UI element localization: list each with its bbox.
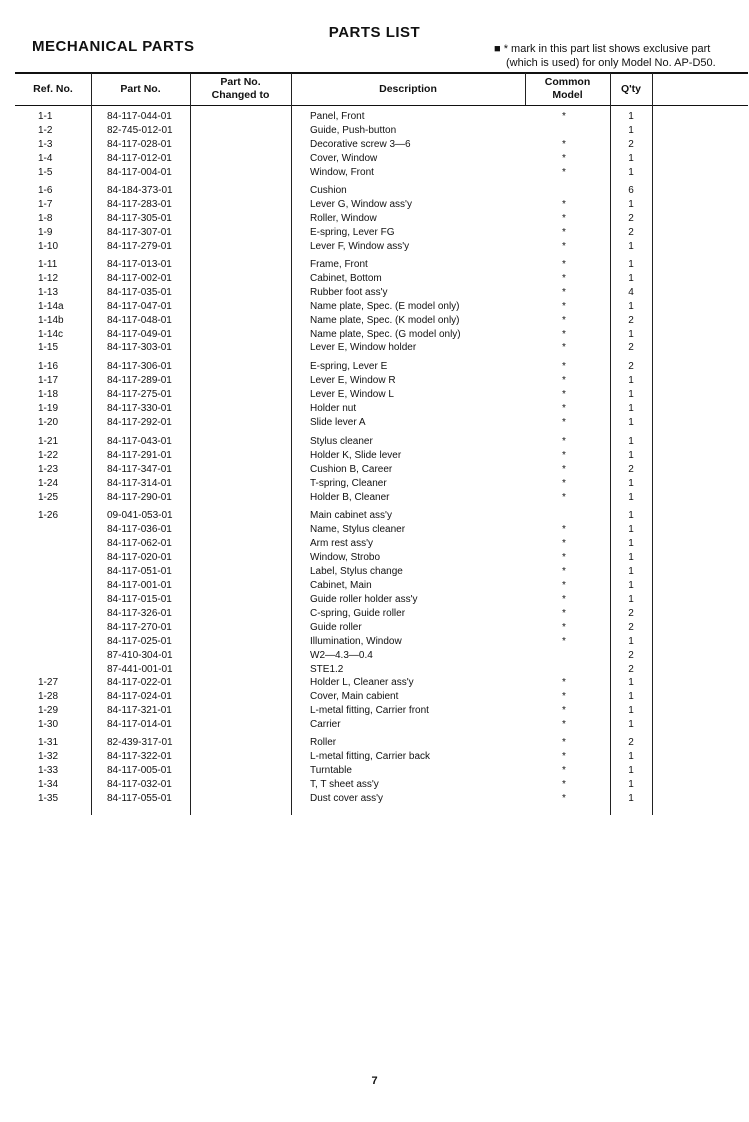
qty-cell: 6 bbox=[628, 185, 634, 196]
table-row bbox=[0, 764, 749, 777]
ref-cell: 1-18 bbox=[38, 389, 59, 400]
part-no-cell: 84-117-015-01 bbox=[107, 594, 172, 605]
common-model-cell: * bbox=[562, 751, 566, 762]
table-row bbox=[0, 184, 749, 197]
part-no-cell: 84-117-291-01 bbox=[107, 450, 172, 461]
description-cell: Cover, Main cabient bbox=[310, 691, 399, 702]
part-no-cell: 84-117-321-01 bbox=[107, 705, 172, 716]
table-row bbox=[0, 360, 749, 373]
qty-cell: 1 bbox=[628, 259, 634, 270]
description-cell: Name plate, Spec. (G model only) bbox=[310, 329, 461, 340]
ref-cell: 1-9 bbox=[38, 227, 53, 238]
description-cell: Stylus cleaner bbox=[310, 436, 373, 447]
common-model-cell: * bbox=[562, 227, 566, 238]
part-no-cell: 84-117-275-01 bbox=[107, 389, 172, 400]
description-cell: Window, Front bbox=[310, 167, 374, 178]
description-cell: Window, Strobo bbox=[310, 552, 381, 563]
common-model-cell: * bbox=[562, 450, 566, 461]
description-cell: E-spring, Lever FG bbox=[310, 227, 395, 238]
ref-cell: 1-19 bbox=[38, 403, 59, 414]
table-row bbox=[0, 198, 749, 211]
qty-cell: 1 bbox=[628, 793, 634, 804]
description-cell: W2—4.3—0.4 bbox=[310, 650, 373, 661]
ref-cell: 1-12 bbox=[38, 273, 59, 284]
common-model-cell: * bbox=[562, 492, 566, 503]
table-row bbox=[0, 537, 749, 550]
part-no-cell: 84-117-024-01 bbox=[107, 691, 172, 702]
part-no-cell: 84-117-043-01 bbox=[107, 436, 172, 447]
ref-cell: 1-4 bbox=[38, 153, 53, 164]
description-cell: Dust cover ass'y bbox=[310, 793, 384, 804]
common-model-cell: * bbox=[562, 538, 566, 549]
part-no-cell: 84-117-044-01 bbox=[107, 111, 172, 122]
table-row bbox=[0, 621, 749, 634]
exclusive-part-note bbox=[494, 42, 716, 70]
qty-cell: 1 bbox=[628, 111, 634, 122]
qty-cell: 1 bbox=[628, 751, 634, 762]
common-model-cell: * bbox=[562, 580, 566, 591]
common-model-cell: * bbox=[562, 524, 566, 535]
part-no-cell: 84-117-279-01 bbox=[107, 241, 172, 252]
section-title: MECHANICAL PARTS bbox=[32, 38, 195, 55]
table-row bbox=[0, 240, 749, 253]
part-no-cell: 84-184-373-01 bbox=[107, 185, 173, 196]
common-model-cell: * bbox=[562, 566, 566, 577]
description-cell: Cushion bbox=[310, 185, 347, 196]
qty-cell: 2 bbox=[628, 315, 634, 326]
table-row bbox=[0, 435, 749, 448]
table-row bbox=[0, 300, 749, 313]
qty-cell: 1 bbox=[628, 450, 634, 461]
description-cell: Illumination, Window bbox=[310, 636, 402, 647]
qty-cell: 1 bbox=[628, 719, 634, 730]
common-model-cell: * bbox=[562, 719, 566, 730]
part-no-cell: 84-117-028-01 bbox=[107, 139, 172, 150]
common-model-cell: * bbox=[562, 213, 566, 224]
description-cell: Cabinet, Bottom bbox=[310, 273, 382, 284]
table-row bbox=[0, 272, 749, 285]
qty-cell: 2 bbox=[628, 213, 634, 224]
table-row bbox=[0, 226, 749, 239]
qty-cell: 1 bbox=[628, 594, 634, 605]
table-row bbox=[0, 593, 749, 606]
table-row bbox=[0, 477, 749, 490]
qty-cell: 1 bbox=[628, 153, 634, 164]
description-cell: Cushion B, Career bbox=[310, 464, 393, 475]
part-no-cell: 84-117-303-01 bbox=[107, 342, 172, 353]
common-model-cell: * bbox=[562, 779, 566, 790]
table-row bbox=[0, 166, 749, 179]
part-no-cell: 84-117-314-01 bbox=[107, 478, 172, 489]
common-model-cell: * bbox=[562, 417, 566, 428]
description-cell: Main cabinet ass'y bbox=[310, 510, 392, 521]
table-row bbox=[0, 690, 749, 703]
description-cell: STE1.2 bbox=[310, 664, 344, 675]
ref-cell: 1-22 bbox=[38, 450, 59, 461]
note-bullet: ■ bbox=[494, 43, 501, 55]
ref-cell: 1-33 bbox=[38, 765, 59, 776]
common-model-cell: * bbox=[562, 241, 566, 252]
ref-cell: 1-35 bbox=[38, 793, 59, 804]
part-no-cell: 84-117-347-01 bbox=[107, 464, 172, 475]
part-no-cell: 84-117-306-01 bbox=[107, 361, 172, 372]
part-no-cell: 84-117-290-01 bbox=[107, 492, 172, 503]
ref-cell: 1-28 bbox=[38, 691, 59, 702]
common-model-cell: * bbox=[562, 608, 566, 619]
qty-cell: 1 bbox=[628, 417, 634, 428]
part-no-cell: 84-117-047-01 bbox=[107, 301, 172, 312]
part-no-cell: 84-117-322-01 bbox=[107, 751, 172, 762]
header-part-no-changed: Part No. Changed to bbox=[211, 76, 270, 101]
description-cell: Slide lever A bbox=[310, 417, 366, 428]
part-no-cell: 87-410-304-01 bbox=[107, 650, 173, 661]
table-row bbox=[0, 750, 749, 763]
common-model-cell: * bbox=[562, 259, 566, 270]
description-cell: Decorative screw 3—6 bbox=[310, 139, 411, 150]
ref-cell: 1-1 bbox=[38, 111, 53, 122]
common-model-cell: * bbox=[562, 139, 566, 150]
common-model-cell: * bbox=[562, 199, 566, 210]
table-row bbox=[0, 704, 749, 717]
common-model-cell: * bbox=[562, 153, 566, 164]
ref-cell: 1-14b bbox=[38, 315, 64, 326]
header-common-model: Common Model bbox=[544, 76, 591, 101]
part-no-cell: 84-117-283-01 bbox=[107, 199, 172, 210]
qty-cell: 1 bbox=[628, 492, 634, 503]
common-model-cell: * bbox=[562, 329, 566, 340]
table-row bbox=[0, 388, 749, 401]
part-no-cell: 82-439-317-01 bbox=[107, 737, 173, 748]
table-row bbox=[0, 565, 749, 578]
common-model-cell: * bbox=[562, 301, 566, 312]
part-no-cell: 84-117-326-01 bbox=[107, 608, 172, 619]
qty-cell: 2 bbox=[628, 737, 634, 748]
part-no-cell: 84-117-012-01 bbox=[107, 153, 172, 164]
qty-cell: 1 bbox=[628, 403, 634, 414]
description-cell: Name, Stylus cleaner bbox=[310, 524, 406, 535]
description-cell: T, T sheet ass'y bbox=[310, 779, 379, 790]
description-cell: E-spring, Lever E bbox=[310, 361, 388, 372]
qty-cell: 2 bbox=[628, 361, 634, 372]
common-model-cell: * bbox=[562, 478, 566, 489]
table-row bbox=[0, 551, 749, 564]
qty-cell: 1 bbox=[628, 636, 634, 647]
ref-cell: 1-11 bbox=[38, 259, 58, 270]
table-row bbox=[0, 328, 749, 341]
part-no-cell: 84-117-004-01 bbox=[107, 167, 172, 178]
qty-cell: 1 bbox=[628, 329, 634, 340]
common-model-cell: * bbox=[562, 342, 566, 353]
qty-cell: 1 bbox=[628, 779, 634, 790]
header-description: Description bbox=[379, 82, 437, 95]
common-model-cell: * bbox=[562, 765, 566, 776]
part-no-cell: 84-117-005-01 bbox=[107, 765, 172, 776]
qty-cell: 1 bbox=[628, 552, 634, 563]
qty-cell: 1 bbox=[628, 765, 634, 776]
ref-cell: 1-34 bbox=[38, 779, 59, 790]
common-model-cell: * bbox=[562, 636, 566, 647]
table-row bbox=[0, 124, 749, 137]
qty-cell: 1 bbox=[628, 510, 634, 521]
common-model-cell: * bbox=[562, 464, 566, 475]
qty-cell: 4 bbox=[628, 287, 634, 298]
part-no-cell: 84-117-292-01 bbox=[107, 417, 172, 428]
description-cell: Holder B, Cleaner bbox=[310, 492, 390, 503]
table-row bbox=[0, 152, 749, 165]
description-cell: Holder nut bbox=[310, 403, 357, 414]
description-cell: Lever E, Window R bbox=[310, 375, 396, 386]
table-row bbox=[0, 792, 749, 805]
qty-cell: 1 bbox=[628, 538, 634, 549]
ref-cell: 1-27 bbox=[38, 677, 59, 688]
description-cell: L-metal fitting, Carrier front bbox=[310, 705, 429, 716]
description-cell: Roller, Window bbox=[310, 213, 377, 224]
description-cell: Roller bbox=[310, 737, 337, 748]
ref-cell: 1-8 bbox=[38, 213, 53, 224]
part-no-cell: 84-117-289-01 bbox=[107, 375, 172, 386]
common-model-cell: * bbox=[562, 705, 566, 716]
common-model-cell: * bbox=[562, 273, 566, 284]
header-part-no: Part No. bbox=[120, 82, 161, 95]
common-model-cell: * bbox=[562, 315, 566, 326]
description-cell: Lever G, Window ass'y bbox=[310, 199, 412, 210]
part-no-cell: 84-117-022-01 bbox=[107, 677, 172, 688]
description-cell: Carrier bbox=[310, 719, 341, 730]
part-no-cell: 84-117-062-01 bbox=[107, 538, 172, 549]
qty-cell: 1 bbox=[628, 566, 634, 577]
table-row bbox=[0, 718, 749, 731]
table-row bbox=[0, 676, 749, 689]
ref-cell: 1-23 bbox=[38, 464, 59, 475]
qty-cell: 1 bbox=[628, 375, 634, 386]
table-row bbox=[0, 212, 749, 225]
ref-cell: 1-2 bbox=[38, 125, 53, 136]
ref-cell: 1-7 bbox=[38, 199, 53, 210]
description-cell: Name plate, Spec. (E model only) bbox=[310, 301, 460, 312]
table-row bbox=[0, 258, 749, 271]
common-model-cell: * bbox=[562, 737, 566, 748]
ref-cell: 1-32 bbox=[38, 751, 59, 762]
part-no-cell: 84-117-025-01 bbox=[107, 636, 172, 647]
part-no-cell: 84-117-330-01 bbox=[107, 403, 172, 414]
description-cell: Frame, Front bbox=[310, 259, 368, 270]
header-ref-no: Ref. No. bbox=[33, 82, 73, 95]
qty-cell: 2 bbox=[628, 650, 634, 661]
qty-cell: 1 bbox=[628, 691, 634, 702]
table-row bbox=[0, 663, 749, 676]
part-no-cell: 84-117-051-01 bbox=[107, 566, 172, 577]
ref-cell: 1-14a bbox=[38, 301, 64, 312]
qty-cell: 1 bbox=[628, 705, 634, 716]
common-model-cell: * bbox=[562, 594, 566, 605]
description-cell: Cabinet, Main bbox=[310, 580, 372, 591]
description-cell: Guide roller bbox=[310, 622, 362, 633]
ref-cell: 1-3 bbox=[38, 139, 53, 150]
qty-cell: 1 bbox=[628, 167, 634, 178]
table-row bbox=[0, 463, 749, 476]
table-row bbox=[0, 416, 749, 429]
ref-cell: 1-13 bbox=[38, 287, 59, 298]
common-model-cell: * bbox=[562, 436, 566, 447]
table-row bbox=[0, 736, 749, 749]
table-row bbox=[0, 649, 749, 662]
description-cell: Lever E, Window L bbox=[310, 389, 394, 400]
part-no-cell: 84-117-001-01 bbox=[107, 580, 172, 591]
part-no-cell: 84-117-020-01 bbox=[107, 552, 172, 563]
description-cell: L-metal fitting, Carrier back bbox=[310, 751, 431, 762]
ref-cell: 1-15 bbox=[38, 342, 59, 353]
description-cell: Rubber foot ass'y bbox=[310, 287, 388, 298]
note-line-2: (which is used) for only Model No. AP-D50. bbox=[506, 57, 716, 69]
ref-cell: 1-29 bbox=[38, 705, 59, 716]
description-cell: Cover, Window bbox=[310, 153, 378, 164]
part-no-cell: 84-117-014-01 bbox=[107, 719, 172, 730]
part-no-cell: 87-441-001-01 bbox=[107, 664, 173, 675]
table-row bbox=[0, 635, 749, 648]
part-no-cell: 84-117-032-01 bbox=[107, 779, 172, 790]
description-cell: Guide roller holder ass'y bbox=[310, 594, 418, 605]
table-row bbox=[0, 778, 749, 791]
part-no-cell: 84-117-035-01 bbox=[107, 287, 172, 298]
qty-cell: 1 bbox=[628, 389, 634, 400]
description-cell: Label, Stylus change bbox=[310, 566, 403, 577]
qty-cell: 1 bbox=[628, 677, 634, 688]
table-row bbox=[0, 374, 749, 387]
part-no-cell: 82-745-012-01 bbox=[107, 125, 173, 136]
qty-cell: 1 bbox=[628, 199, 634, 210]
part-no-cell: 09-041-053-01 bbox=[107, 510, 173, 521]
table-row bbox=[0, 110, 749, 123]
description-cell: Guide, Push-button bbox=[310, 125, 397, 136]
common-model-cell: * bbox=[562, 389, 566, 400]
qty-cell: 1 bbox=[628, 524, 634, 535]
qty-cell: 1 bbox=[628, 241, 634, 252]
common-model-cell: * bbox=[562, 691, 566, 702]
ref-cell: 1-14c bbox=[38, 329, 64, 340]
description-cell: Name plate, Spec. (K model only) bbox=[310, 315, 460, 326]
common-model-cell: * bbox=[562, 361, 566, 372]
common-model-cell: * bbox=[562, 287, 566, 298]
ref-cell: 1-30 bbox=[38, 719, 59, 730]
part-no-cell: 84-117-049-01 bbox=[107, 329, 172, 340]
table-row bbox=[0, 607, 749, 620]
common-model-cell: * bbox=[562, 793, 566, 804]
page-number: 7 bbox=[371, 1075, 378, 1087]
ref-cell: 1-25 bbox=[38, 492, 59, 503]
part-no-cell: 84-117-055-01 bbox=[107, 793, 172, 804]
part-no-cell: 84-117-270-01 bbox=[107, 622, 172, 633]
qty-cell: 1 bbox=[628, 580, 634, 591]
qty-cell: 2 bbox=[628, 622, 634, 633]
part-no-cell: 84-117-048-01 bbox=[107, 315, 172, 326]
description-cell: Holder K, Slide lever bbox=[310, 450, 402, 461]
ref-cell: 1-17 bbox=[38, 375, 59, 386]
header-qty: Q'ty bbox=[620, 82, 641, 95]
page-title: PARTS LIST bbox=[328, 24, 421, 41]
part-no-cell: 84-117-002-01 bbox=[107, 273, 172, 284]
table-row bbox=[0, 449, 749, 462]
table-row bbox=[0, 402, 749, 415]
table-row bbox=[0, 341, 749, 354]
table-row bbox=[0, 523, 749, 536]
common-model-cell: * bbox=[562, 111, 566, 122]
description-cell: Lever E, Window holder bbox=[310, 342, 417, 353]
note-line-1: ■ * mark in this part list shows exclusive part bbox=[494, 43, 711, 55]
common-model-cell: * bbox=[562, 167, 566, 178]
description-cell: C-spring, Guide roller bbox=[310, 608, 406, 619]
table-header-rule bbox=[15, 105, 748, 106]
description-cell: Holder L, Cleaner ass'y bbox=[310, 677, 414, 688]
ref-cell: 1-5 bbox=[38, 167, 53, 178]
ref-cell: 1-16 bbox=[38, 361, 59, 372]
table-row bbox=[0, 491, 749, 504]
part-no-cell: 84-117-307-01 bbox=[107, 227, 172, 238]
qty-cell: 1 bbox=[628, 301, 634, 312]
part-no-cell: 84-117-036-01 bbox=[107, 524, 172, 535]
common-model-cell: * bbox=[562, 622, 566, 633]
table-row bbox=[0, 579, 749, 592]
part-no-cell: 84-117-013-01 bbox=[107, 259, 172, 270]
description-cell: Arm rest ass'y bbox=[310, 538, 374, 549]
ref-cell: 1-21 bbox=[38, 436, 59, 447]
common-model-cell: * bbox=[562, 375, 566, 386]
description-cell: Panel, Front bbox=[310, 111, 365, 122]
common-model-cell: * bbox=[562, 552, 566, 563]
table-row bbox=[0, 509, 749, 522]
qty-cell: 2 bbox=[628, 664, 634, 675]
ref-cell: 1-20 bbox=[38, 417, 59, 428]
qty-cell: 2 bbox=[628, 464, 634, 475]
qty-cell: 1 bbox=[628, 436, 634, 447]
ref-cell: 1-24 bbox=[38, 478, 59, 489]
qty-cell: 2 bbox=[628, 342, 634, 353]
part-no-cell: 84-117-305-01 bbox=[107, 213, 172, 224]
ref-cell: 1-26 bbox=[38, 510, 59, 521]
table-row bbox=[0, 314, 749, 327]
qty-cell: 1 bbox=[628, 478, 634, 489]
table-row bbox=[0, 286, 749, 299]
qty-cell: 2 bbox=[628, 608, 634, 619]
qty-cell: 2 bbox=[628, 139, 634, 150]
description-cell: T-spring, Cleaner bbox=[310, 478, 387, 489]
qty-cell: 2 bbox=[628, 227, 634, 238]
qty-cell: 1 bbox=[628, 273, 634, 284]
common-model-cell: * bbox=[562, 677, 566, 688]
ref-cell: 1-6 bbox=[38, 185, 53, 196]
description-cell: Turntable bbox=[310, 765, 352, 776]
ref-cell: 1-10 bbox=[38, 241, 59, 252]
common-model-cell: * bbox=[562, 403, 566, 414]
qty-cell: 1 bbox=[628, 125, 634, 136]
ref-cell: 1-31 bbox=[38, 737, 59, 748]
table-row bbox=[0, 138, 749, 151]
description-cell: Lever F, Window ass'y bbox=[310, 241, 410, 252]
